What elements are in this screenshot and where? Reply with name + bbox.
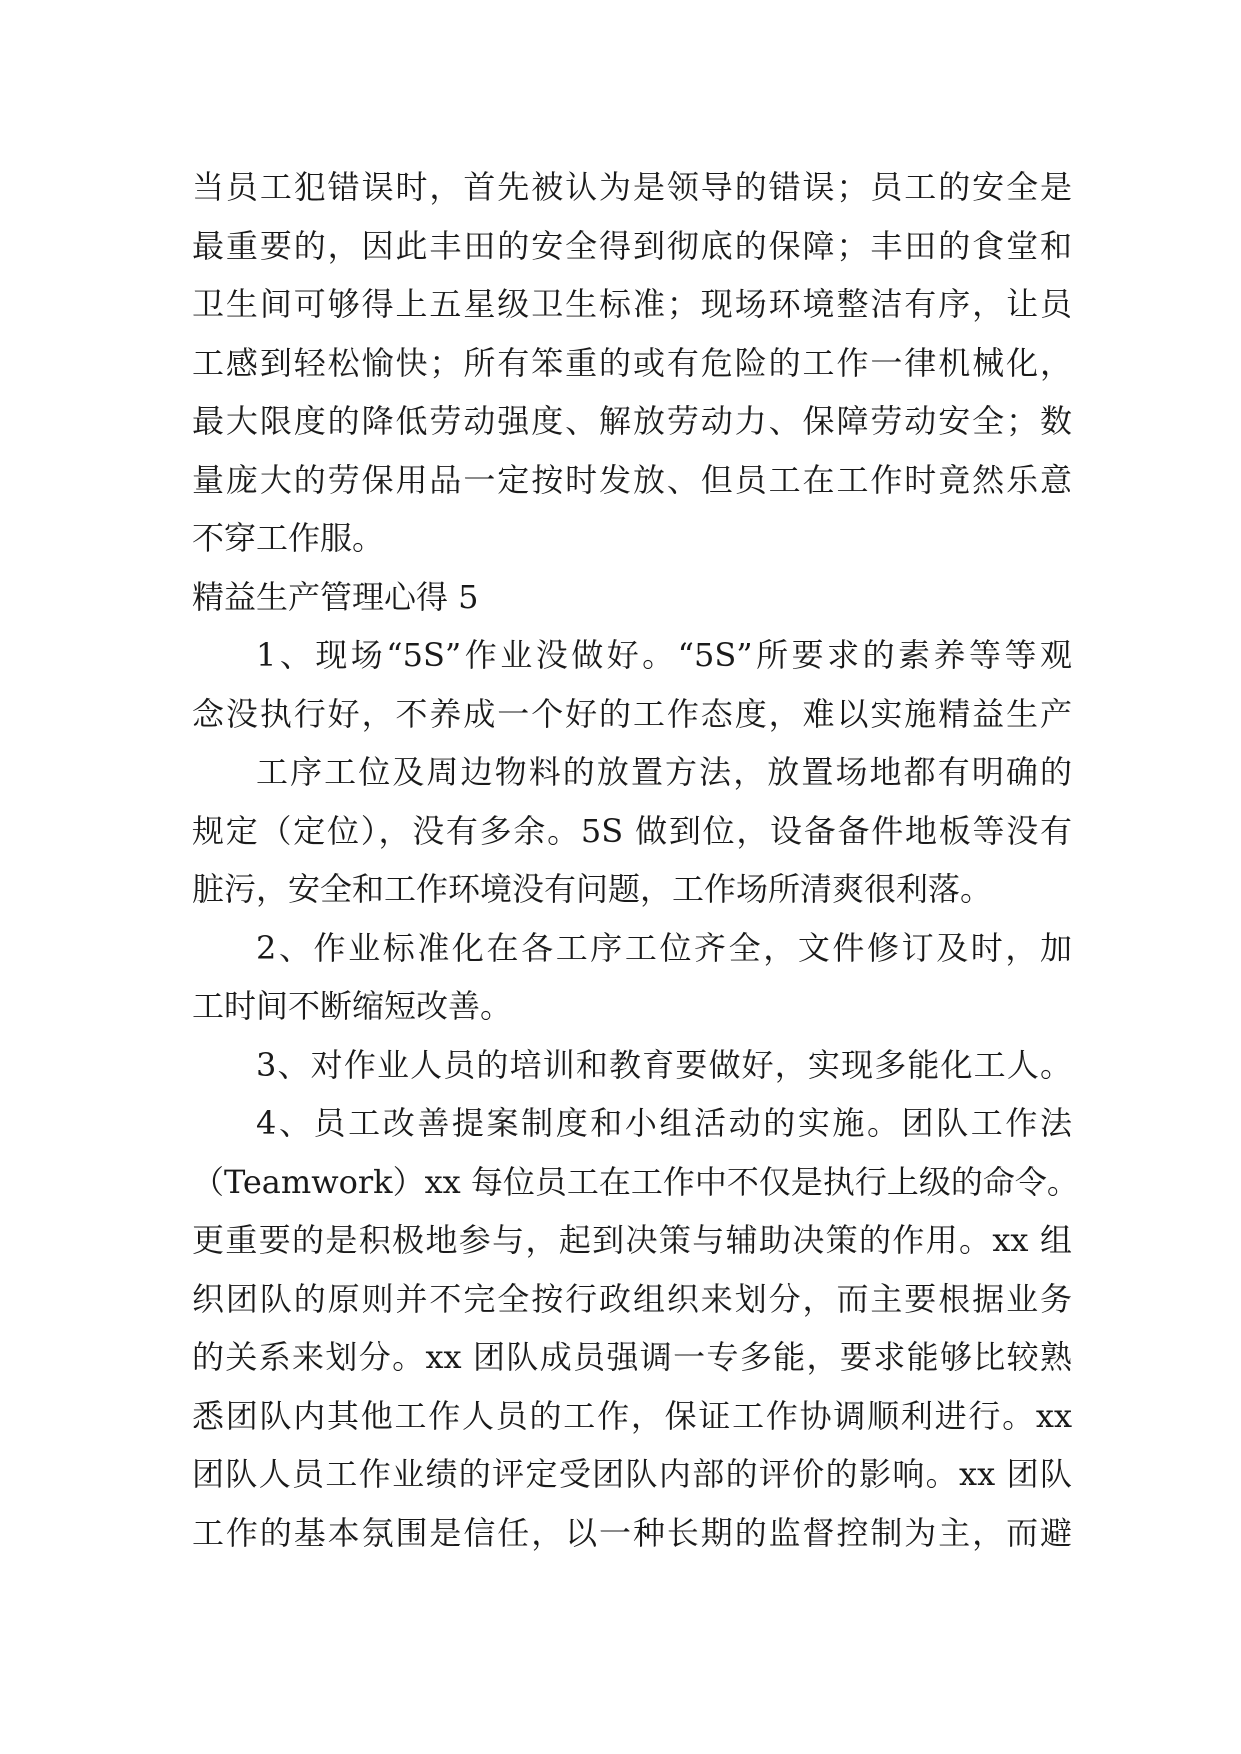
text-line: 悉团队内其他工作人员的工作，保证工作协调顺利进行。xx bbox=[192, 1396, 1072, 1435]
text-line: 1、现场“5S”作业没做好。“5S”所要求的素养等等观 bbox=[256, 636, 1072, 674]
text-line: 最重要的，因此丰田的安全得到彻底的保障；丰田的食堂和 bbox=[192, 226, 1072, 265]
text-line: 团队人员工作业绩的评定受团队内部的评价的影响。xx 团队 bbox=[192, 1455, 1072, 1493]
text-line: 规定（定位），没有多余。5S 做到位，设备备件地板等没有 bbox=[192, 811, 1072, 850]
text-line: 量庞大的劳保用品一定按时发放、但员工在工作时竟然乐意 bbox=[192, 460, 1072, 499]
text-line: 工时间不断缩短改善。 bbox=[192, 987, 513, 1025]
text-line: 不穿工作服。 bbox=[192, 519, 385, 557]
text-line: 织团队的原则并不完全按行政组织来划分，而主要根据业务 bbox=[192, 1279, 1072, 1318]
text-line: 念没执行好，不养成一个好的工作态度，难以实施精益生产 bbox=[192, 694, 1072, 733]
text-line: 工序工位及周边物料的放置方法，放置场地都有明确的 bbox=[256, 753, 1072, 791]
text-line: 2、作业标准化在各工序工位齐全，文件修订及时，加 bbox=[256, 928, 1072, 967]
text-line: 更重要的是积极地参与，起到决策与辅助决策的作用。xx 组 bbox=[192, 1221, 1072, 1259]
text-line: 脏污，安全和工作环境没有问题，工作场所清爽很利落。 bbox=[192, 870, 993, 908]
section-heading: 精益生产管理心得 5 bbox=[192, 577, 479, 616]
text-line: 当员工犯错误时，首先被认为是领导的错误；员工的安全是 bbox=[192, 168, 1072, 206]
body-text bbox=[192, 158, 1079, 1562]
text-line: 工作的基本氛围是信任，以一种长期的监督控制为主，而避 bbox=[192, 1513, 1072, 1552]
text-line: 3、对作业人员的培训和教育要做好，实现多能化工人。 bbox=[256, 1045, 1072, 1084]
text-line: 最大限度的降低劳动强度、解放劳动力、保障劳动安全；数 bbox=[192, 402, 1072, 440]
text-line: （Teamwork）xx 每位员工在工作中不仅是执行上级的命令。 bbox=[192, 1162, 1079, 1201]
text-line: 工感到轻松愉快；所有笨重的或有危险的工作一律机械化， bbox=[192, 343, 1072, 382]
text-line: 4、员工改善提案制度和小组活动的实施。团队工作法 bbox=[256, 1104, 1072, 1142]
text-line: 卫生间可够得上五星级卫生标准；现场环境整洁有序，让员 bbox=[192, 285, 1072, 323]
text-line: 的关系来划分。xx 团队成员强调一专多能，要求能够比较熟 bbox=[192, 1338, 1072, 1376]
